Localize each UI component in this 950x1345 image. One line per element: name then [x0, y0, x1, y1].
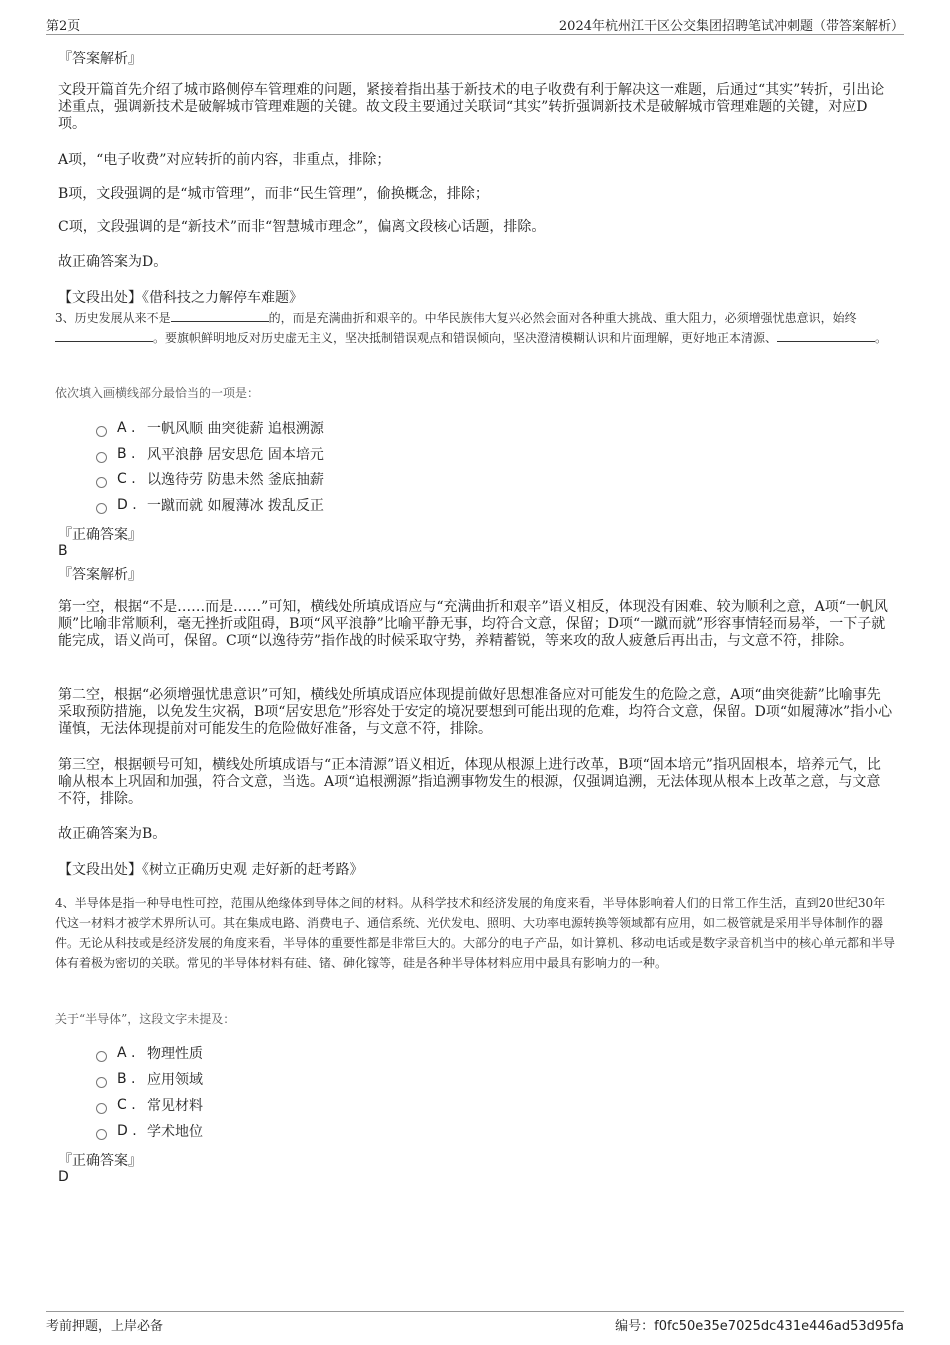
option-text: 常见材料: [147, 1098, 203, 1114]
q3-option-d[interactable]: [96, 495, 324, 515]
radio-icon[interactable]: [96, 426, 107, 437]
q3-prompt: 依次填入画横线部分最恰当的一项是：: [55, 386, 260, 400]
radio-icon[interactable]: [96, 1077, 107, 1088]
radio-icon[interactable]: [96, 477, 107, 488]
blank-3: [777, 329, 875, 342]
q2-analysis-p4: C项，文段强调的是“新技术”而非“智慧城市理念”，偏离文段核心话题，排除。: [58, 219, 546, 235]
option-text: 以逸待劳 防患未然 釜底抽薪: [147, 472, 324, 488]
q4-correct-label: 『正确答案』: [58, 1153, 142, 1169]
document-title: 2024年杭州江干区公交集团招聘笔试冲刺题（带答案解析）: [558, 19, 904, 34]
option-text: 一帆风顺 曲突徙薪 追根溯源: [147, 421, 324, 437]
q3-conclusion: 故正确答案为B。: [58, 826, 167, 842]
q2-source: 【文段出处】《借科技之力解停车难题》: [58, 290, 303, 306]
option-letter: A .: [117, 420, 136, 436]
q2-conclusion: 故正确答案为D。: [58, 254, 168, 270]
q3-analysis-label: 『答案解析』: [58, 567, 142, 583]
radio-icon[interactable]: [96, 1129, 107, 1140]
q3-stem-part: 。要旗帜鲜明地反对历史虚无主义，坚决抵制错误观点和错误倾向，坚决澄清模糊认识和片面理解，更好地正本清源、: [153, 331, 778, 345]
option-text: 应用领域: [147, 1072, 203, 1088]
page-footer: [46, 1311, 904, 1334]
q3-correct-label: 『正确答案』: [58, 527, 142, 543]
q2-analysis-p1: 文段开篇首先介绍了城市路侧停车管理难的问题，紧接着指出基于新技术的电子收费有利于解决这一难题，后通过“其实”转折，引出论述重点，强调新技术是破解城市管理难题的关键。故文段主要通过关联词“其实”转折强调新技术是破解城市管理难题的关键，对应D项。: [58, 82, 885, 132]
q2-analysis-label: 『答案解析』: [58, 51, 142, 67]
document-id: 编号：f0fc50e35e7025dc431e446ad53d95fa: [615, 1319, 904, 1334]
q3-correct-answer: B: [58, 543, 68, 559]
option-letter: C .: [117, 1097, 136, 1113]
q3-analysis-p1: 第一空，根据“不是……而是……”可知，横线处所填成语应与“充满曲折和艰辛”语义相反，体现没有困难、较为顺利之意，A项“一帆风顺”比喻非常顺利，毫无挫折或阻碍，B项“风平浪静”比喻平静无事，均符合文意，保留；D项“一蹴而就”形容事情轻而易举，一下子就能完成，语义尚可，保留。C项“以逸待劳”指作战的时候采取守势，养精蓄锐，等来攻的敌人疲惫后再出击，与文意不符，排除。: [58, 599, 888, 649]
q3-option-c[interactable]: [96, 469, 324, 489]
q3-analysis-p2: 第二空，根据“必须增强忧患意识”可知，横线处所填成语应体现提前做好思想准备应对可能发生的危险之意，A项“曲突徙薪”比喻事先采取预防措施，以免发生灾祸，B项“居安思危”形容处于安定的境况要想到可能出现的危难，均符合文意，保留。D项“如履薄冰”指小心谨慎，无法体现提前对可能发生的危险做好准备，与文意不符，排除。: [58, 687, 893, 737]
radio-icon[interactable]: [96, 1051, 107, 1062]
blank-1: [171, 309, 269, 322]
q3-source: 【文段出处】《树立正确历史观 走好新的赶考路》: [58, 862, 364, 878]
q3-stem-part: 。: [875, 331, 888, 345]
option-letter: D .: [117, 497, 137, 513]
q3-analysis-p3: 第三空，根据顿号可知，横线处所填成语与“正本清源”语义相近，体现从根源上进行改革，B项“固本培元”指巩固根本，培养元气，比喻从根本上巩固和加强，符合文意，当选。A项“追根溯源”指追溯事物发生的根源，仅强调追溯，无法体现从根本上改革之意，与文意不符，排除。: [58, 757, 881, 807]
radio-icon[interactable]: [96, 1103, 107, 1114]
q4-option-d[interactable]: [96, 1121, 203, 1141]
q3-option-b[interactable]: [96, 444, 324, 464]
q2-analysis-p3: B项，文段强调的是“城市管理”，而非“民生管理”，偷换概念，排除；: [58, 186, 489, 202]
q3-stem: [55, 308, 895, 348]
radio-icon[interactable]: [96, 452, 107, 463]
option-letter: B .: [117, 1071, 136, 1087]
q4-option-b[interactable]: [96, 1069, 203, 1089]
option-text: 学术地位: [147, 1124, 203, 1140]
option-letter: A .: [117, 1045, 136, 1061]
option-text: 一蹴而就 如履薄冰 拨乱反正: [147, 498, 324, 514]
q4-option-c[interactable]: [96, 1095, 203, 1115]
footer-slogan: 考前押题，上岸必备: [46, 1319, 164, 1334]
q2-analysis-p2: A项，“电子收费”对应转折的前内容，非重点，排除；: [58, 152, 391, 168]
q4-correct-answer: D: [58, 1169, 69, 1185]
q3-stem-part: 的，而是充满曲折和艰辛的。中华民族伟大复兴必然会面对各种重大挑战、重大阻力，必须增强忧患意识，始终: [268, 311, 857, 325]
q4-stem: 4、半导体是指一种导电性可控，范围从绝缘体到导体之间的材料。从科学技术和经济发展的角度来看，半导体影响着人们的日常工作生活，直到20世纪30年代这一材料才被学术界所认可。其在集成电路、消费电子、通信系统、光伏发电、照明、大功率电源转换等领域都有应用，如二极管就是采用半导体制作的器件。无论从科技或是经济发展的角度来看，半导体的重要性都是非常巨大的。大部分的电子产品，如计算机、移动电话或是数字录音机当中的核心单元都和半导体有着极为密切的关联。常见的半导体材料有硅、锗、砷化镓等，硅是各种半导体材料应用中最具有影响力的一种。: [55, 896, 896, 970]
q4-option-a[interactable]: [96, 1043, 203, 1063]
page-number: 第2页: [46, 19, 81, 34]
page-header: [46, 14, 904, 35]
q3-stem-part: 3、历史发展从来不是: [55, 311, 171, 325]
option-letter: D .: [117, 1123, 137, 1139]
radio-icon[interactable]: [96, 503, 107, 514]
q4-prompt: 关于“半导体”，这段文字未提及：: [55, 1012, 236, 1026]
blank-2: [55, 329, 153, 342]
q3-option-a[interactable]: [96, 418, 324, 438]
option-letter: C .: [117, 471, 136, 487]
option-letter: B .: [117, 446, 136, 462]
option-text: 风平浪静 居安思危 固本培元: [147, 447, 324, 463]
option-text: 物理性质: [147, 1046, 203, 1062]
